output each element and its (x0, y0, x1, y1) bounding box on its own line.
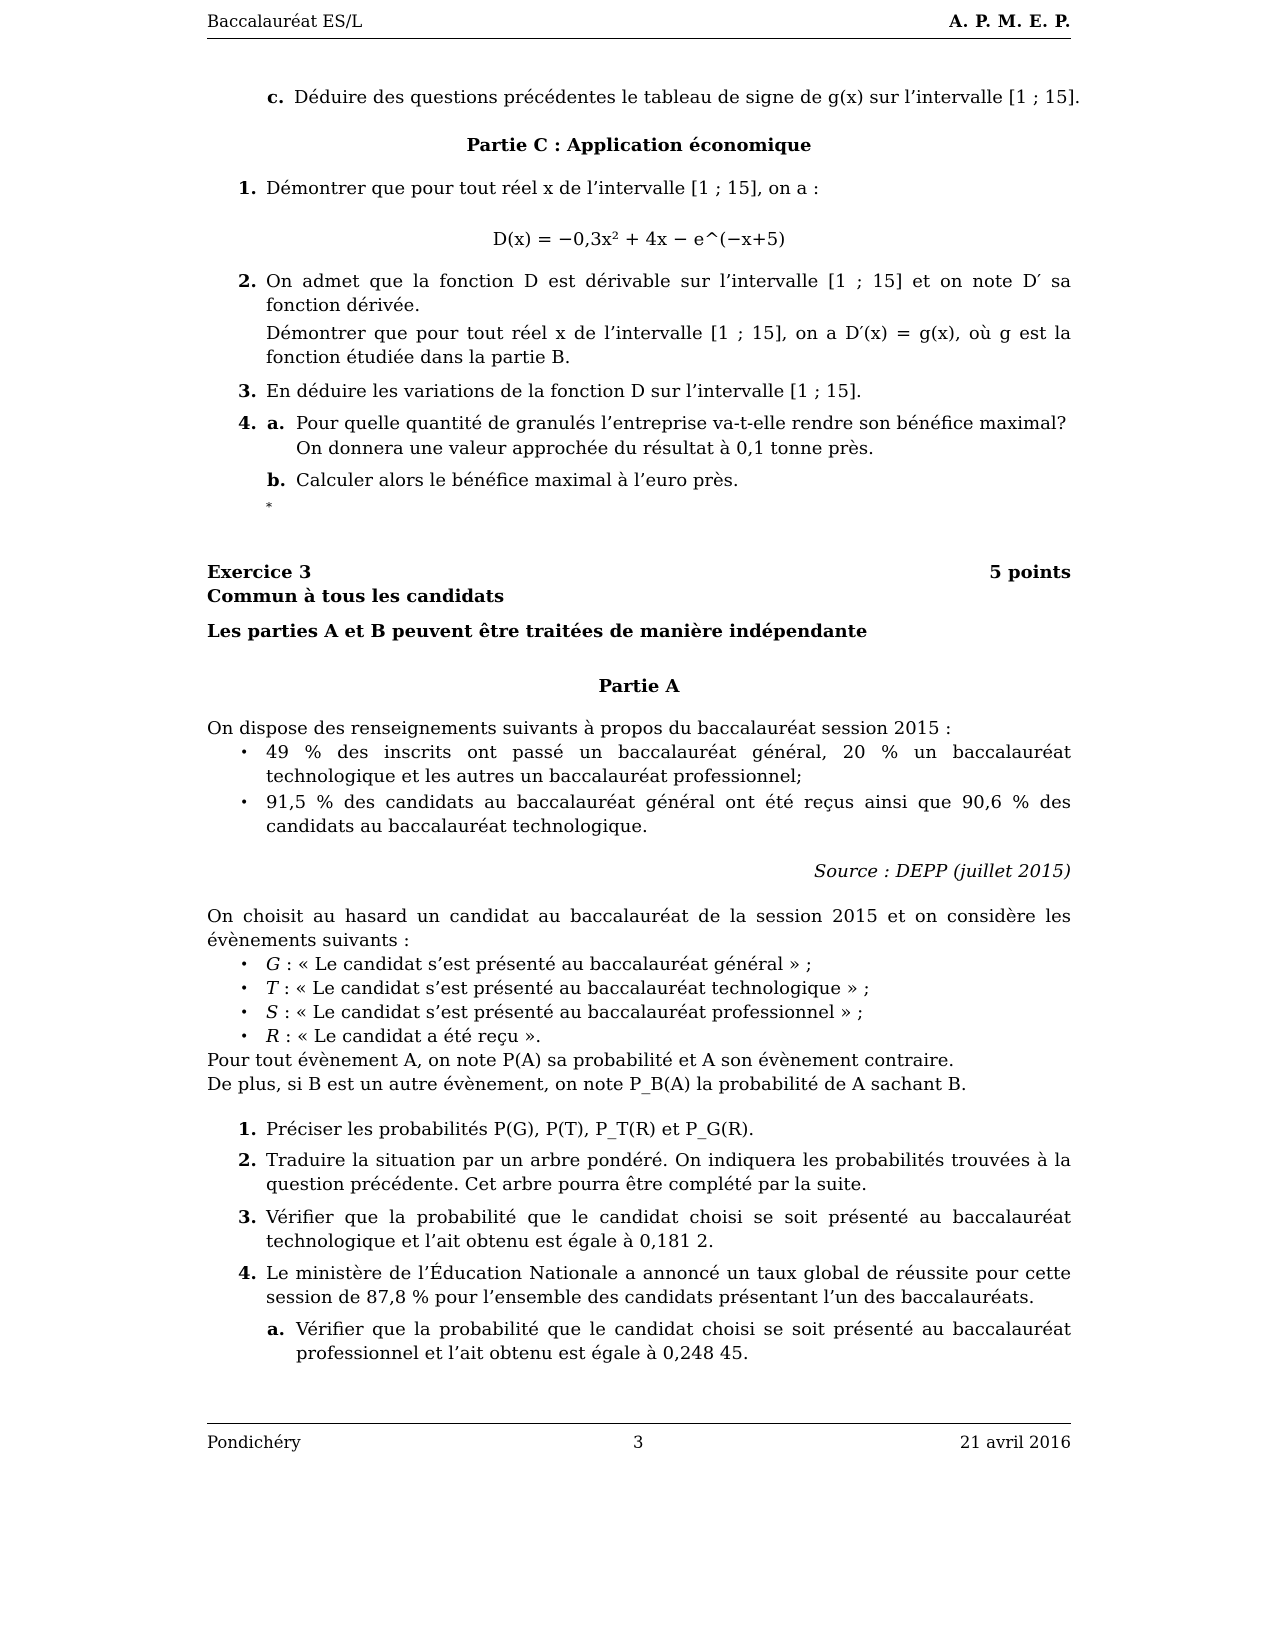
partC-q2-num: 2. (238, 271, 257, 292)
bullet-mark: • (240, 795, 249, 811)
ex3-q4-num: 4. (238, 1263, 257, 1284)
partC-q2-line1: On admet que la fonction D est dérivable sur l’intervalle [1 ; 15] et on note D′ sa fonction dérivée. (266, 271, 1071, 316)
ex3-q3-text: Vérifier que la probabilité que le candidat choisi se soit présenté au baccalauréat technologique et l’ait obtenu est égale à 0,181 2. (266, 1207, 1071, 1252)
formula-D: D(x) = −0,3x² + 4x − e^(−x+5) (492, 229, 786, 250)
page-number: 3 (633, 1433, 644, 1452)
notation-2: De plus, si B est un autre évènement, on note P_B(A) la probabilité de A sachant B. (207, 1074, 967, 1095)
bullet-mark: • (240, 957, 249, 973)
partC-q4-num: 4. (238, 413, 257, 434)
ex3-q3-num: 3. (238, 1207, 257, 1228)
page-header (207, 12, 1071, 39)
ex3-q4a-text: Vérifier que la probabilité que le candidat choisi se soit présenté au baccalauréat professionnel et l’ait obtenu est égale à 0,248 45. (296, 1319, 1071, 1364)
event-S: S : « Le candidat s’est présenté au baccalauréat professionnel » ; (266, 1002, 864, 1023)
source: Source : DEPP (juillet 2015) (813, 861, 1071, 882)
bullet-1: 49 % des inscrits ont passé un baccalauréat général, 20 % un baccalauréat technologique et les autres un baccalauréat professionnel; (266, 742, 1071, 787)
header-left: Baccalauréat ES/L (207, 12, 363, 31)
bullet-mark: • (240, 1005, 249, 1021)
ex3-subtitle: Commun à tous les candidats (207, 586, 505, 607)
partA-title: Partie A (598, 676, 680, 697)
partC-q3-text: En déduire les variations de la fonction D sur l’intervalle [1 ; 15]. (266, 381, 862, 402)
partB-c-text: Déduire des questions précédentes le tableau de signe de g(x) sur l’intervalle [1 ; 15]. (294, 87, 1081, 108)
ex3-points: 5 points (989, 562, 1071, 583)
partC-q4a-line1: Pour quelle quantité de granulés l’entreprise va-t-elle rendre son bénéfice maximal? (296, 413, 1067, 434)
header-right: A. P. M. E. P. (949, 12, 1071, 31)
partB-c-label: c. (267, 87, 285, 108)
partC-q1-text: Démontrer que pour tout réel x de l’intervalle [1 ; 15], on a : (266, 178, 820, 199)
partC-title: Partie C : Application économique (466, 135, 812, 156)
ex3-choice: On choisit au hasard un candidat au baccalauréat de la session 2015 et on considère les évènements suivants : (207, 906, 1071, 951)
footer-right: 21 avril 2016 (959, 1433, 1071, 1452)
partC-q4b-text: Calculer alors le bénéfice maximal à l’euro près. (296, 470, 739, 491)
ex3-q4a-label: a. (267, 1319, 285, 1340)
partC-q2-line2: Démontrer que pour tout réel x de l’intervalle [1 ; 15], on a D′(x) = g(x), où g est la fonction étudiée dans la partie B. (266, 323, 1071, 368)
partC-q3-num: 3. (238, 381, 257, 402)
notation-1: Pour tout évènement A, on note P(A) sa probabilité et A son évènement contraire. (207, 1050, 955, 1071)
partC-q4a-line2: On donnera une valeur approchée du résultat à 0,1 tonne près. (296, 438, 874, 459)
ex3-title: Exercice 3 (207, 562, 312, 583)
bullet-mark: • (240, 981, 249, 997)
ex3-q2-num: 2. (238, 1150, 257, 1171)
event-G: G : « Le candidat s’est présenté au baccalauréat général » ; (266, 954, 812, 975)
bullet-mark: • (240, 1029, 249, 1045)
footer-left: Pondichéry (207, 1433, 301, 1452)
partC-q4a-label: a. (267, 413, 285, 434)
ex3-intro: On dispose des renseignements suivants à propos du baccalauréat session 2015 : (207, 718, 952, 739)
event-T: T : « Le candidat s’est présenté au baccalauréat technologique » ; (266, 978, 870, 999)
ex3-q2-text: Traduire la situation par un arbre pondéré. On indiquera les probabilités trouvées à la question précédente. Cet arbre pourra être complété par la suite. (266, 1150, 1071, 1195)
ex3-q1-num: 1. (238, 1119, 257, 1140)
page-footer (207, 1423, 1071, 1452)
ex3-q1-text: Préciser les probabilités P(G), P(T), P_T(R) et P_G(R). (266, 1119, 755, 1140)
ex3-q4-text: Le ministère de l’Éducation Nationale a annoncé un taux global de réussite pour cette session de 87,8 % pour l’ensemble des candidats présentant l’un des baccalauréats. (266, 1263, 1071, 1308)
asterisk: * (266, 500, 272, 514)
bullet-2: 91,5 % des candidats au baccalauréat général ont été reçus ainsi que 90,6 % des candidats au baccalauréat technologique. (266, 792, 1071, 837)
partC-q1-num: 1. (238, 178, 257, 199)
ex3-note: Les parties A et B peuvent être traitées de manière indépendante (207, 621, 868, 642)
event-R: R : « Le candidat a été reçu ». (266, 1026, 542, 1047)
partC-q4b-label: b. (267, 470, 286, 491)
bullet-mark: • (240, 745, 249, 761)
